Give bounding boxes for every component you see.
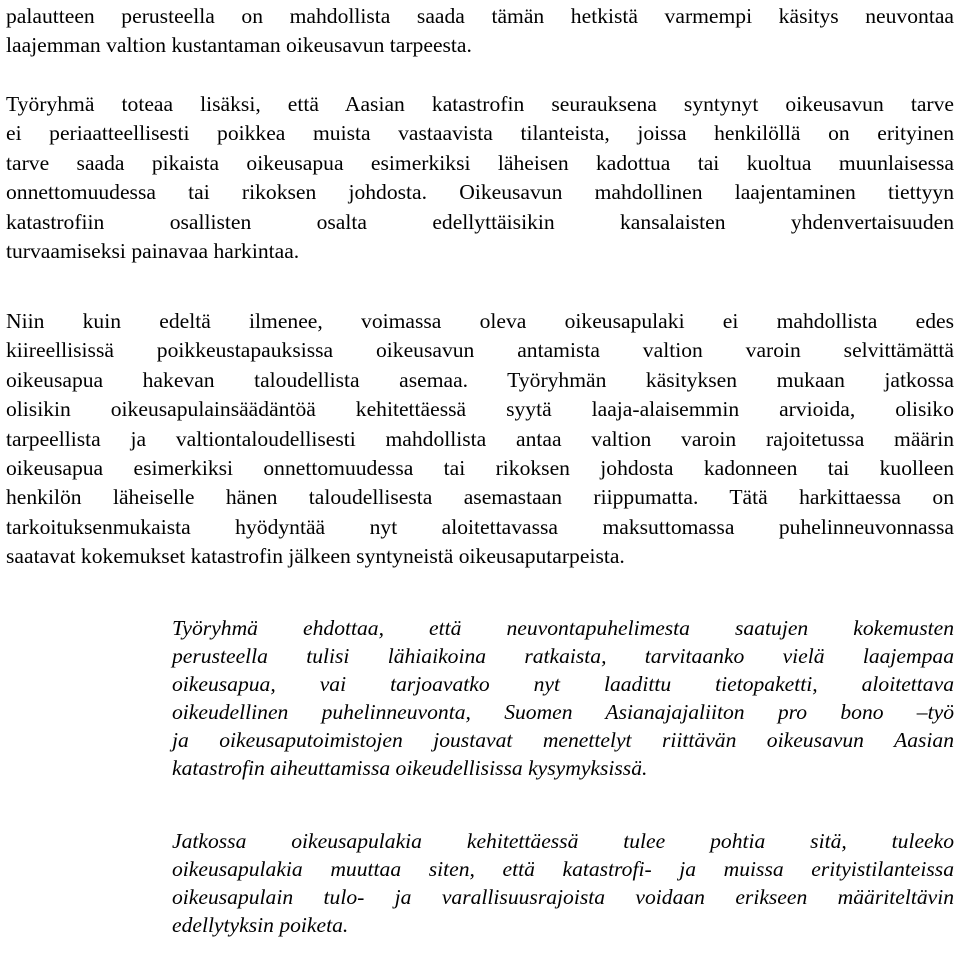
proposal-paragraph-1 bbox=[172, 614, 954, 782]
paragraph-3 bbox=[6, 307, 954, 572]
text-line: tarkoituksenmukaista hyödyntää nyt aloitettavassa maksuttomassa puhelinneuvonnassa bbox=[6, 514, 954, 539]
text-line: oikeusapua hakevan taloudellista asemaa. Työryhmän käsityksen mukaan jatkossa bbox=[6, 367, 954, 392]
text-line: onnettomuudessa tai rikoksen johdosta. Oikeusavun mahdollinen laajentaminen tiettyyn bbox=[6, 180, 954, 205]
paragraph-1 bbox=[6, 2, 954, 61]
text-line: tarve saada pikaista oikeusapua esimerkiksi läheisen kadottua tai kuoltua muunlaisessa bbox=[6, 150, 954, 175]
text-line: oikeusapulain tulo- ja varallisuusrajoista voidaan erikseen määriteltävin bbox=[172, 885, 954, 909]
text-line: Työryhmä toteaa lisäksi, että Aasian katastrofin seurauksena syntynyt oikeusavun tarve bbox=[6, 92, 954, 116]
text-line: laajemman valtion kustantaman oikeusavun tarpeesta. bbox=[6, 33, 472, 58]
text-line: katastrofiin osallisten osalta edellyttäisikin kansalaisten yhdenvertaisuuden bbox=[6, 209, 954, 234]
text-line: edellytyksin poiketa. bbox=[172, 913, 349, 937]
text-line: tarpeellista ja valtiontaloudellisesti mahdollista antaa valtion varoin rajoitetussa määrin bbox=[6, 426, 954, 451]
text-line: oikeusapua, vai tarjoavatko nyt laadittu tietopaketti, aloitettava bbox=[172, 672, 954, 696]
text-line: palautteen perusteella on mahdollista saada tämän hetkistä varmempi käsitys neuvontaa bbox=[6, 4, 954, 28]
text-line: henkilön läheiselle hänen taloudellisesta asemastaan riippumatta. Tätä harkittaessa on bbox=[6, 485, 954, 510]
text-line: ei periaatteellisesti poikkea muista vastaavista tilanteista, joissa henkilöllä on erityinen bbox=[6, 121, 954, 146]
paragraph-2 bbox=[6, 90, 954, 266]
text-line: Jatkossa oikeusapulakia kehitettäessä tulee pohtia sitä, tuleeko bbox=[172, 829, 954, 853]
text-line: Työryhmä ehdottaa, että neuvontapuhelimesta saatujen kokemusten bbox=[172, 616, 954, 640]
text-line: ja oikeusaputoimistojen joustavat menettelyt riittävän oikeusavun Aasian bbox=[172, 728, 954, 752]
text-line: perusteella tulisi lähiaikoina ratkaista, tarvitaanko vielä laajempaa bbox=[172, 644, 954, 668]
text-line: oikeudellinen puhelinneuvonta, Suomen Asianajajaliiton pro bono –työ bbox=[172, 700, 954, 724]
text-line: saatavat kokemukset katastrofin jälkeen syntyneistä oikeusaputarpeista. bbox=[6, 544, 625, 569]
text-line: oikeusapua esimerkiksi onnettomuudessa tai rikoksen johdosta kadonneen tai kuolleen bbox=[6, 456, 954, 481]
text-line: oikeusapulakia muuttaa siten, että katastrofi- ja muissa erityistilanteissa bbox=[172, 857, 954, 881]
proposal-paragraph-2 bbox=[172, 827, 954, 939]
text-line: kiireellisissä poikkeustapauksissa oikeusavun antamista valtion varoin selvittämättä bbox=[6, 338, 954, 363]
text-line: turvaamiseksi painavaa harkintaa. bbox=[6, 239, 300, 264]
text-line: Niin kuin edeltä ilmenee, voimassa oleva oikeusapulaki ei mahdollista edes bbox=[6, 309, 954, 333]
text-line: katastrofin aiheuttamissa oikeudellisissa kysymyksissä. bbox=[172, 756, 648, 780]
text-line: olisikin oikeusapulainsäädäntöä kehitettäessä syytä laaja-alaisemmin arvioida, olisiko bbox=[6, 397, 954, 422]
